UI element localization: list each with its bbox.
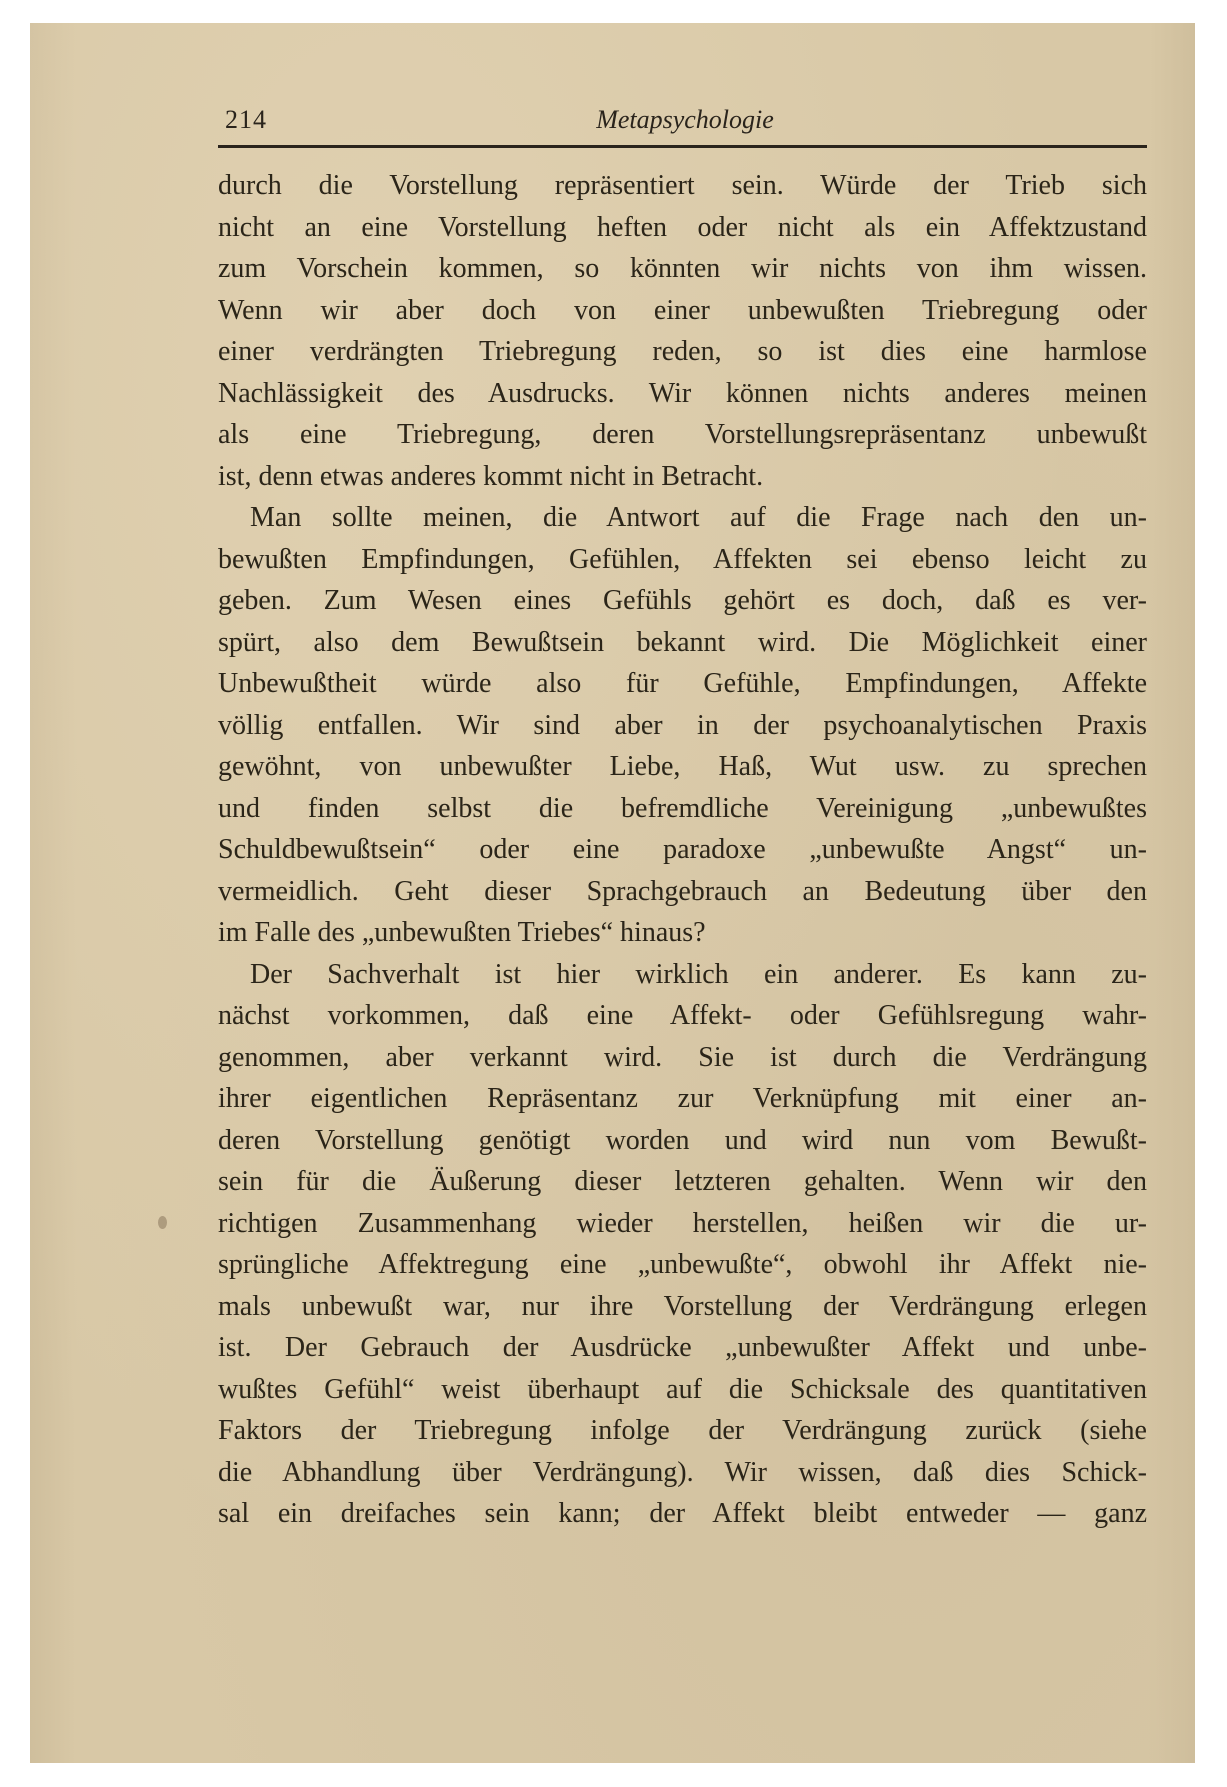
text-line: Schuldbewußtsein“ oder eine paradoxe „unbewußte Angst“ un-	[218, 834, 1147, 865]
header-rule	[218, 145, 1147, 148]
text-line: ist, denn etwas anderes kommt nicht in Betracht.	[218, 460, 764, 492]
text-line: sal ein dreifaches sein kann; der Affekt bleibt entweder — ganz	[218, 1498, 1147, 1529]
text-line: nicht an eine Vorstellung heften oder nicht als ein Affektzustand	[218, 211, 1147, 243]
text-line: ihrer eigentlichen Repräsentanz zur Verknüpfung mit einer an-	[218, 1083, 1147, 1114]
page-header	[225, 105, 1145, 145]
text-line: einer verdrängten Triebregung reden, so ist dies eine harmlose	[218, 336, 1147, 367]
text-line: nächst vorkommen, daß eine Affekt- oder Gefühlsregung wahr-	[218, 1000, 1147, 1031]
page-number: 214	[225, 105, 267, 134]
text-line: als eine Triebregung, deren Vorstellungsrepräsentanz unbewußt	[218, 419, 1147, 450]
text-line: richtigen Zusammenhang wieder herstellen, heißen wir die ur-	[218, 1207, 1147, 1239]
text-line: geben. Zum Wesen eines Gefühls gehört es doch, daß es ver-	[218, 585, 1147, 616]
text-line: sein für die Äußerung dieser letzteren gehalten. Wenn wir den	[218, 1166, 1147, 1197]
body-text	[218, 165, 1147, 1535]
text-line: genommen, aber verkannt wird. Sie ist durch die Verdrängung	[218, 1041, 1147, 1073]
text-line: Unbewußtheit würde also für Gefühle, Empfindungen, Affekte	[218, 668, 1147, 699]
paper-blemish	[158, 1216, 167, 1229]
text-line: die Abhandlung über Verdrängung). Wir wissen, daß dies Schick-	[218, 1456, 1147, 1488]
text-line: mals unbewußt war, nur ihre Vorstellung der Verdrängung erlegen	[218, 1290, 1147, 1322]
text-line: sprüngliche Affektregung eine „unbewußte“, obwohl ihr Affekt nie-	[218, 1249, 1147, 1280]
text-line: wußtes Gefühl“ weist überhaupt auf die Schicksale des quantitativen	[218, 1373, 1147, 1405]
text-line: Faktors der Triebregung infolge der Verdrängung zurück (siehe	[218, 1415, 1147, 1446]
text-line: zum Vorschein kommen, so könnten wir nichts von ihm wissen.	[218, 253, 1147, 284]
text-line: und finden selbst die befremdliche Vereinigung „unbewußtes	[218, 792, 1147, 824]
text-line: vermeidlich. Geht dieser Sprachgebrauch an Bedeutung über den	[218, 875, 1147, 907]
text-line: durch die Vorstellung repräsentiert sein. Würde der Trieb sich	[218, 170, 1147, 201]
text-line: Man sollte meinen, die Antwort auf die Frage nach den un-	[250, 502, 1147, 533]
text-line: völlig entfallen. Wir sind aber in der psychoanalytischen Praxis	[218, 709, 1147, 741]
text-line: ist. Der Gebrauch der Ausdrücke „unbewußter Affekt und unbe-	[218, 1332, 1147, 1363]
text-line: im Falle des „unbewußten Triebes“ hinaus?	[218, 917, 706, 948]
text-line: deren Vorstellung genötigt worden und wird nun vom Bewußt-	[218, 1124, 1147, 1156]
text-line: bewußten Empfindungen, Gefühlen, Affekten sei ebenso leicht zu	[218, 543, 1147, 575]
text-line: Wenn wir aber doch von einer unbewußten Triebregung oder	[218, 294, 1147, 326]
running-head: Metapsychologie	[596, 105, 774, 134]
text-line: gewöhnt, von unbewußter Liebe, Haß, Wut usw. zu sprechen	[218, 751, 1147, 782]
text-line: spürt, also dem Bewußtsein bekannt wird. Die Möglichkeit einer	[218, 626, 1147, 658]
text-line: Nachlässigkeit des Ausdrucks. Wir können nichts anderes meinen	[218, 377, 1147, 409]
text-line: Der Sachverhalt ist hier wirklich ein anderer. Es kann zu-	[250, 958, 1147, 990]
